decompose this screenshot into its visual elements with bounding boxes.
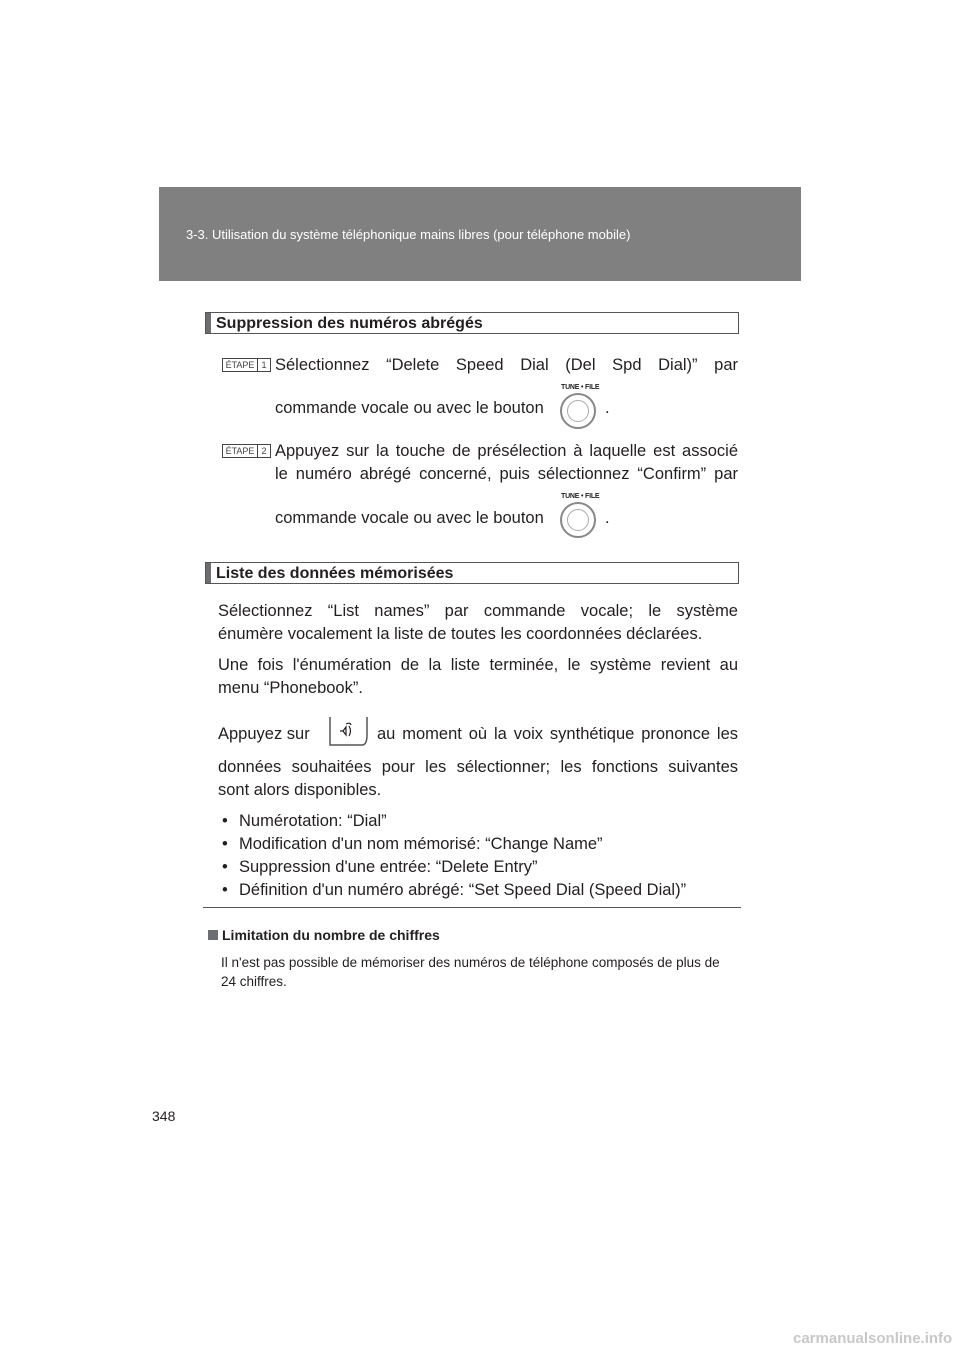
- step-2-line-2: le numéro abrégé concerné, puis sélectionnez “Confirm” par: [275, 465, 738, 483]
- step-1-line-1: Sélectionnez “Delete Speed Dial (Del Spd Dial)” par: [275, 356, 738, 374]
- tune-file-knob-icon: [560, 393, 596, 429]
- step-2-line-3: commande vocale ou avec le bouton: [275, 509, 544, 527]
- watermark: carmanualsonline.info: [793, 1330, 953, 1347]
- paragraph-2-line-1: Une fois l'énumération de la liste terminée, le système revient au: [218, 656, 738, 674]
- paragraph-1-line-2: énumère vocalement la liste de toutes les coordonnées déclarées.: [218, 625, 703, 643]
- page-number: 348: [152, 1108, 176, 1124]
- step-2-badge: [222, 444, 271, 458]
- step-1-end: .: [605, 399, 610, 417]
- section-title-text: Liste des données mémorisées: [216, 565, 454, 582]
- note-text: Il n'est pas possible de mémoriser des numéros de téléphone composés de plus de 24 chiffres.: [221, 955, 720, 989]
- bullet-item: •: [222, 858, 228, 876]
- paragraph-1-line-1: Sélectionnez “List names” par commande vocale; le système: [218, 602, 738, 620]
- square-bullet-icon: [208, 930, 218, 940]
- bullet-item-text: Définition d'un numéro abrégé: “Set Speed Dial (Speed Dial)”: [239, 881, 687, 899]
- bullet-item-text: Modification d'un nom mémorisé: “Change Name”: [239, 835, 603, 853]
- talk-switch-icon: [327, 713, 371, 749]
- step-number: 1: [261, 360, 267, 370]
- section-title-speed-dial-delete: [205, 312, 739, 334]
- step-number: 2: [261, 446, 267, 456]
- paragraph-3-line-2: données souhaitées pour les sélectionner; les fonctions suivantes: [218, 758, 738, 776]
- step-word: ÉTAPE: [223, 445, 258, 457]
- note-title: [208, 927, 440, 943]
- step-word: ÉTAPE: [223, 359, 258, 371]
- section-title-stored-data-list: [205, 562, 739, 584]
- bullet-item: •: [222, 812, 228, 830]
- chapter-header-title: 3-3. Utilisation du système téléphonique mains libres (pour téléphone mobile): [186, 227, 631, 242]
- paragraph-3-line-3: sont alors disponibles.: [218, 781, 382, 799]
- note-title-text: Limitation du nombre de chiffres: [222, 927, 440, 943]
- step-2-end: .: [605, 509, 610, 527]
- step-2-line-1: Appuyez sur la touche de présélection à laquelle est associé: [275, 442, 738, 460]
- bullet-item: •: [222, 881, 228, 899]
- step-1-line-2: commande vocale ou avec le bouton: [275, 399, 544, 417]
- knob-label: TUNE • FILE: [561, 384, 600, 391]
- paragraph-2-line-2: menu “Phonebook”.: [218, 679, 363, 697]
- section-divider: [203, 907, 741, 908]
- bullet-item-text: Suppression d'une entrée: “Delete Entry”: [239, 858, 538, 876]
- knob-label: TUNE • FILE: [561, 493, 600, 500]
- paragraph-3-start: Appuyez sur: [218, 725, 310, 743]
- bullet-item: •: [222, 835, 228, 853]
- step-1-badge: [222, 358, 271, 372]
- bullet-item-text: Numérotation: “Dial”: [239, 812, 387, 830]
- paragraph-3-end: au moment où la voix synthétique prononce les: [377, 725, 738, 743]
- section-title-text: Suppression des numéros abrégés: [216, 315, 483, 332]
- tune-file-knob-icon: [560, 502, 596, 538]
